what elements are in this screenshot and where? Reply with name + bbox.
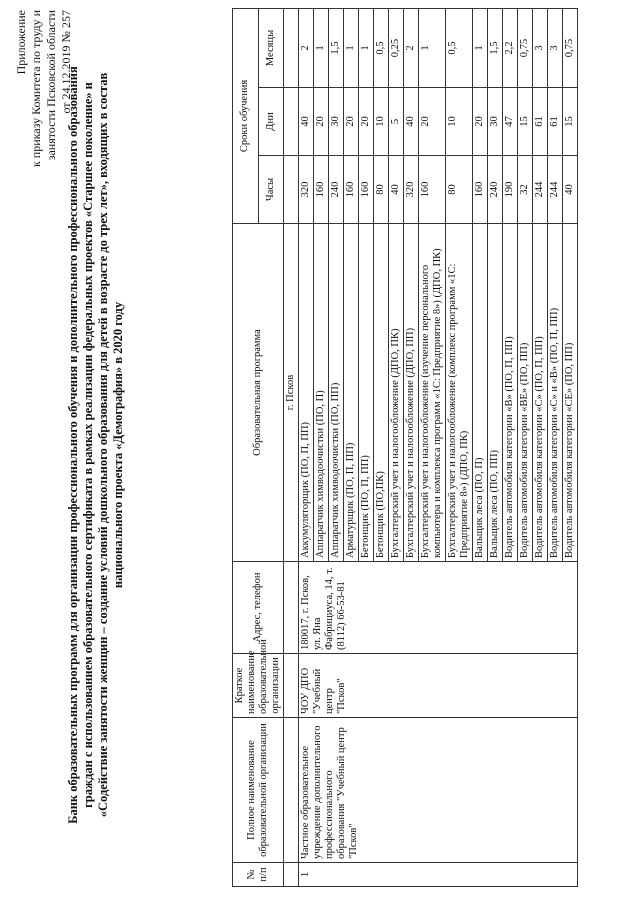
program-days: 20	[473, 88, 488, 156]
program-days: 20	[359, 88, 374, 156]
program-hours: 244	[533, 156, 548, 224]
table-cell	[284, 9, 299, 88]
program-hours: 40	[563, 156, 578, 224]
title-line: «Содействие занятости женщин – создание условий дошкольного образования для детей в возрасте до трех лет», входящих в состав	[96, 72, 110, 818]
program-days: 61	[533, 88, 548, 156]
header-address: Адрес, телефон	[233, 562, 284, 654]
table-cell	[284, 718, 299, 863]
program-name: Бетонщик (ПО,ПК)	[374, 224, 389, 562]
table-cell	[284, 88, 299, 156]
program-name: Водитель автомобиля категории «СЕ» (ПО, ПП)	[563, 224, 578, 562]
appendix-line: занятости Псковской области	[44, 10, 58, 161]
program-days: 20	[314, 88, 329, 156]
program-months: 1	[473, 9, 488, 88]
program-hours: 40	[389, 156, 404, 224]
program-months: 0,75	[518, 9, 533, 88]
program-months: 1	[419, 9, 446, 88]
program-name: Водитель автомобиля категории «ВЕ» (ПО, ПП)	[518, 224, 533, 562]
program-days: 30	[488, 88, 503, 156]
program-hours: 80	[446, 156, 473, 224]
program-months: 0,75	[563, 9, 578, 88]
appendix-line: Приложение	[14, 10, 28, 75]
program-days: 20	[419, 88, 446, 156]
program-name: Бухгалтерский учет и налогообложение (комплекс программ «1С: Предприятие 8») (ДПО, ПК)	[446, 224, 473, 562]
programs-table	[232, 8, 578, 887]
city-row	[284, 9, 299, 887]
program-days: 15	[518, 88, 533, 156]
program-months: 1	[314, 9, 329, 88]
program-hours: 80	[374, 156, 389, 224]
document-title	[66, 15, 126, 875]
header-terms: Сроки обучения	[233, 9, 259, 224]
program-name: Вальщик леса (ПО, П)	[473, 224, 488, 562]
program-days: 40	[299, 88, 314, 156]
org-full-name: Частное образовательное учреждение дополнительного профессионального образования "Учебный центр "Псков"	[299, 718, 578, 863]
program-name: Водитель автомобиля категории «С» и «В» (ПО, П, ПП)	[548, 224, 563, 562]
header-short-name: Краткое наименование образовательной организации	[233, 654, 284, 718]
header-row	[233, 9, 259, 887]
program-hours: 190	[503, 156, 518, 224]
program-hours: 240	[329, 156, 344, 224]
program-months: 2	[404, 9, 419, 88]
table-cell	[284, 562, 299, 654]
program-hours: 320	[299, 156, 314, 224]
appendix-note	[14, 10, 74, 200]
program-hours: 160	[473, 156, 488, 224]
title-line: граждан с использованием образовательного сертификата в рамках реализации федеральных проектов «Старшее поколение» и	[81, 82, 95, 808]
program-days: 30	[329, 88, 344, 156]
table-row	[299, 9, 314, 887]
header-hours: Часы	[258, 156, 284, 224]
title-line: Банк образовательных программ для организации профессионального обучения и дополнительного профессионального образования	[66, 66, 80, 824]
program-days: 61	[548, 88, 563, 156]
program-name: Аккумуляторщик (ПО, П, ПП)	[299, 224, 314, 562]
header-program: Образовательная программа	[233, 224, 284, 562]
program-months: 1	[344, 9, 359, 88]
program-name: Бетонщик (ПО, П, ПП)	[359, 224, 374, 562]
program-days: 10	[446, 88, 473, 156]
header-full-name: Полное наименование образовательной организации	[233, 718, 284, 863]
program-months: 1	[359, 9, 374, 88]
program-name: Аппаратчик химводоочистки (ПО, П)	[314, 224, 329, 562]
org-address: 180017, г. Псков, ул. Яна Фабрициуса, 14, т. (8112) 66-53-81	[299, 562, 578, 654]
program-months: 3	[548, 9, 563, 88]
program-hours: 160	[359, 156, 374, 224]
program-months: 0,5	[374, 9, 389, 88]
header-months: Месяцы	[258, 9, 284, 88]
program-hours: 32	[518, 156, 533, 224]
program-name: Бухгалтерский учет и налогообложение (изучение персонального компьютера и комплекса программ «1С: Предприятие 8») (ДПО, ПК)	[419, 224, 446, 562]
program-hours: 160	[344, 156, 359, 224]
appendix-line: к приказу Комитета по труду и	[29, 10, 43, 168]
header-num: № п/п	[233, 863, 284, 887]
program-months: 0,5	[446, 9, 473, 88]
appendix-line: от 24.12.2019 № 257	[59, 10, 73, 114]
program-name: Вальщик леса (ПО, ПП)	[488, 224, 503, 562]
program-months: 3	[533, 9, 548, 88]
program-hours: 320	[404, 156, 419, 224]
title-line: национального проекта «Демография» в 2020 году	[111, 301, 125, 589]
program-days: 20	[344, 88, 359, 156]
program-days: 47	[503, 88, 518, 156]
table-cell	[284, 156, 299, 224]
program-days: 15	[563, 88, 578, 156]
program-name: Аппаратчик химводоочистки (ПО, ПП)	[329, 224, 344, 562]
program-months: 0,25	[389, 9, 404, 88]
program-name: Арматурщик (ПО, П, ПП)	[344, 224, 359, 562]
program-months: 1,5	[329, 9, 344, 88]
program-hours: 244	[548, 156, 563, 224]
program-hours: 240	[488, 156, 503, 224]
header-days: Дни	[258, 88, 284, 156]
program-months: 2,2	[503, 9, 518, 88]
table-cell	[284, 654, 299, 718]
table-cell	[284, 863, 299, 887]
program-name: Водитель автомобиля категории «С» (ПО, П, ПП)	[533, 224, 548, 562]
program-name: Бухгалтерский учет и налогообложение (ДПО, ПК)	[389, 224, 404, 562]
org-short-name: ЧОУ ДПО "Учебный центр "Псков"	[299, 654, 578, 718]
program-name: Бухгалтерский учет и налогообложение (ДПО, ПП)	[404, 224, 419, 562]
program-months: 2	[299, 9, 314, 88]
program-hours: 160	[314, 156, 329, 224]
city-label: г. Псков	[284, 224, 299, 562]
org-number: 1	[299, 863, 578, 887]
program-hours: 160	[419, 156, 446, 224]
program-days: 5	[389, 88, 404, 156]
program-days: 40	[404, 88, 419, 156]
program-days: 10	[374, 88, 389, 156]
program-name: Водитель автомобиля категории «В» (ПО, П, ПП)	[503, 224, 518, 562]
program-months: 1,5	[488, 9, 503, 88]
